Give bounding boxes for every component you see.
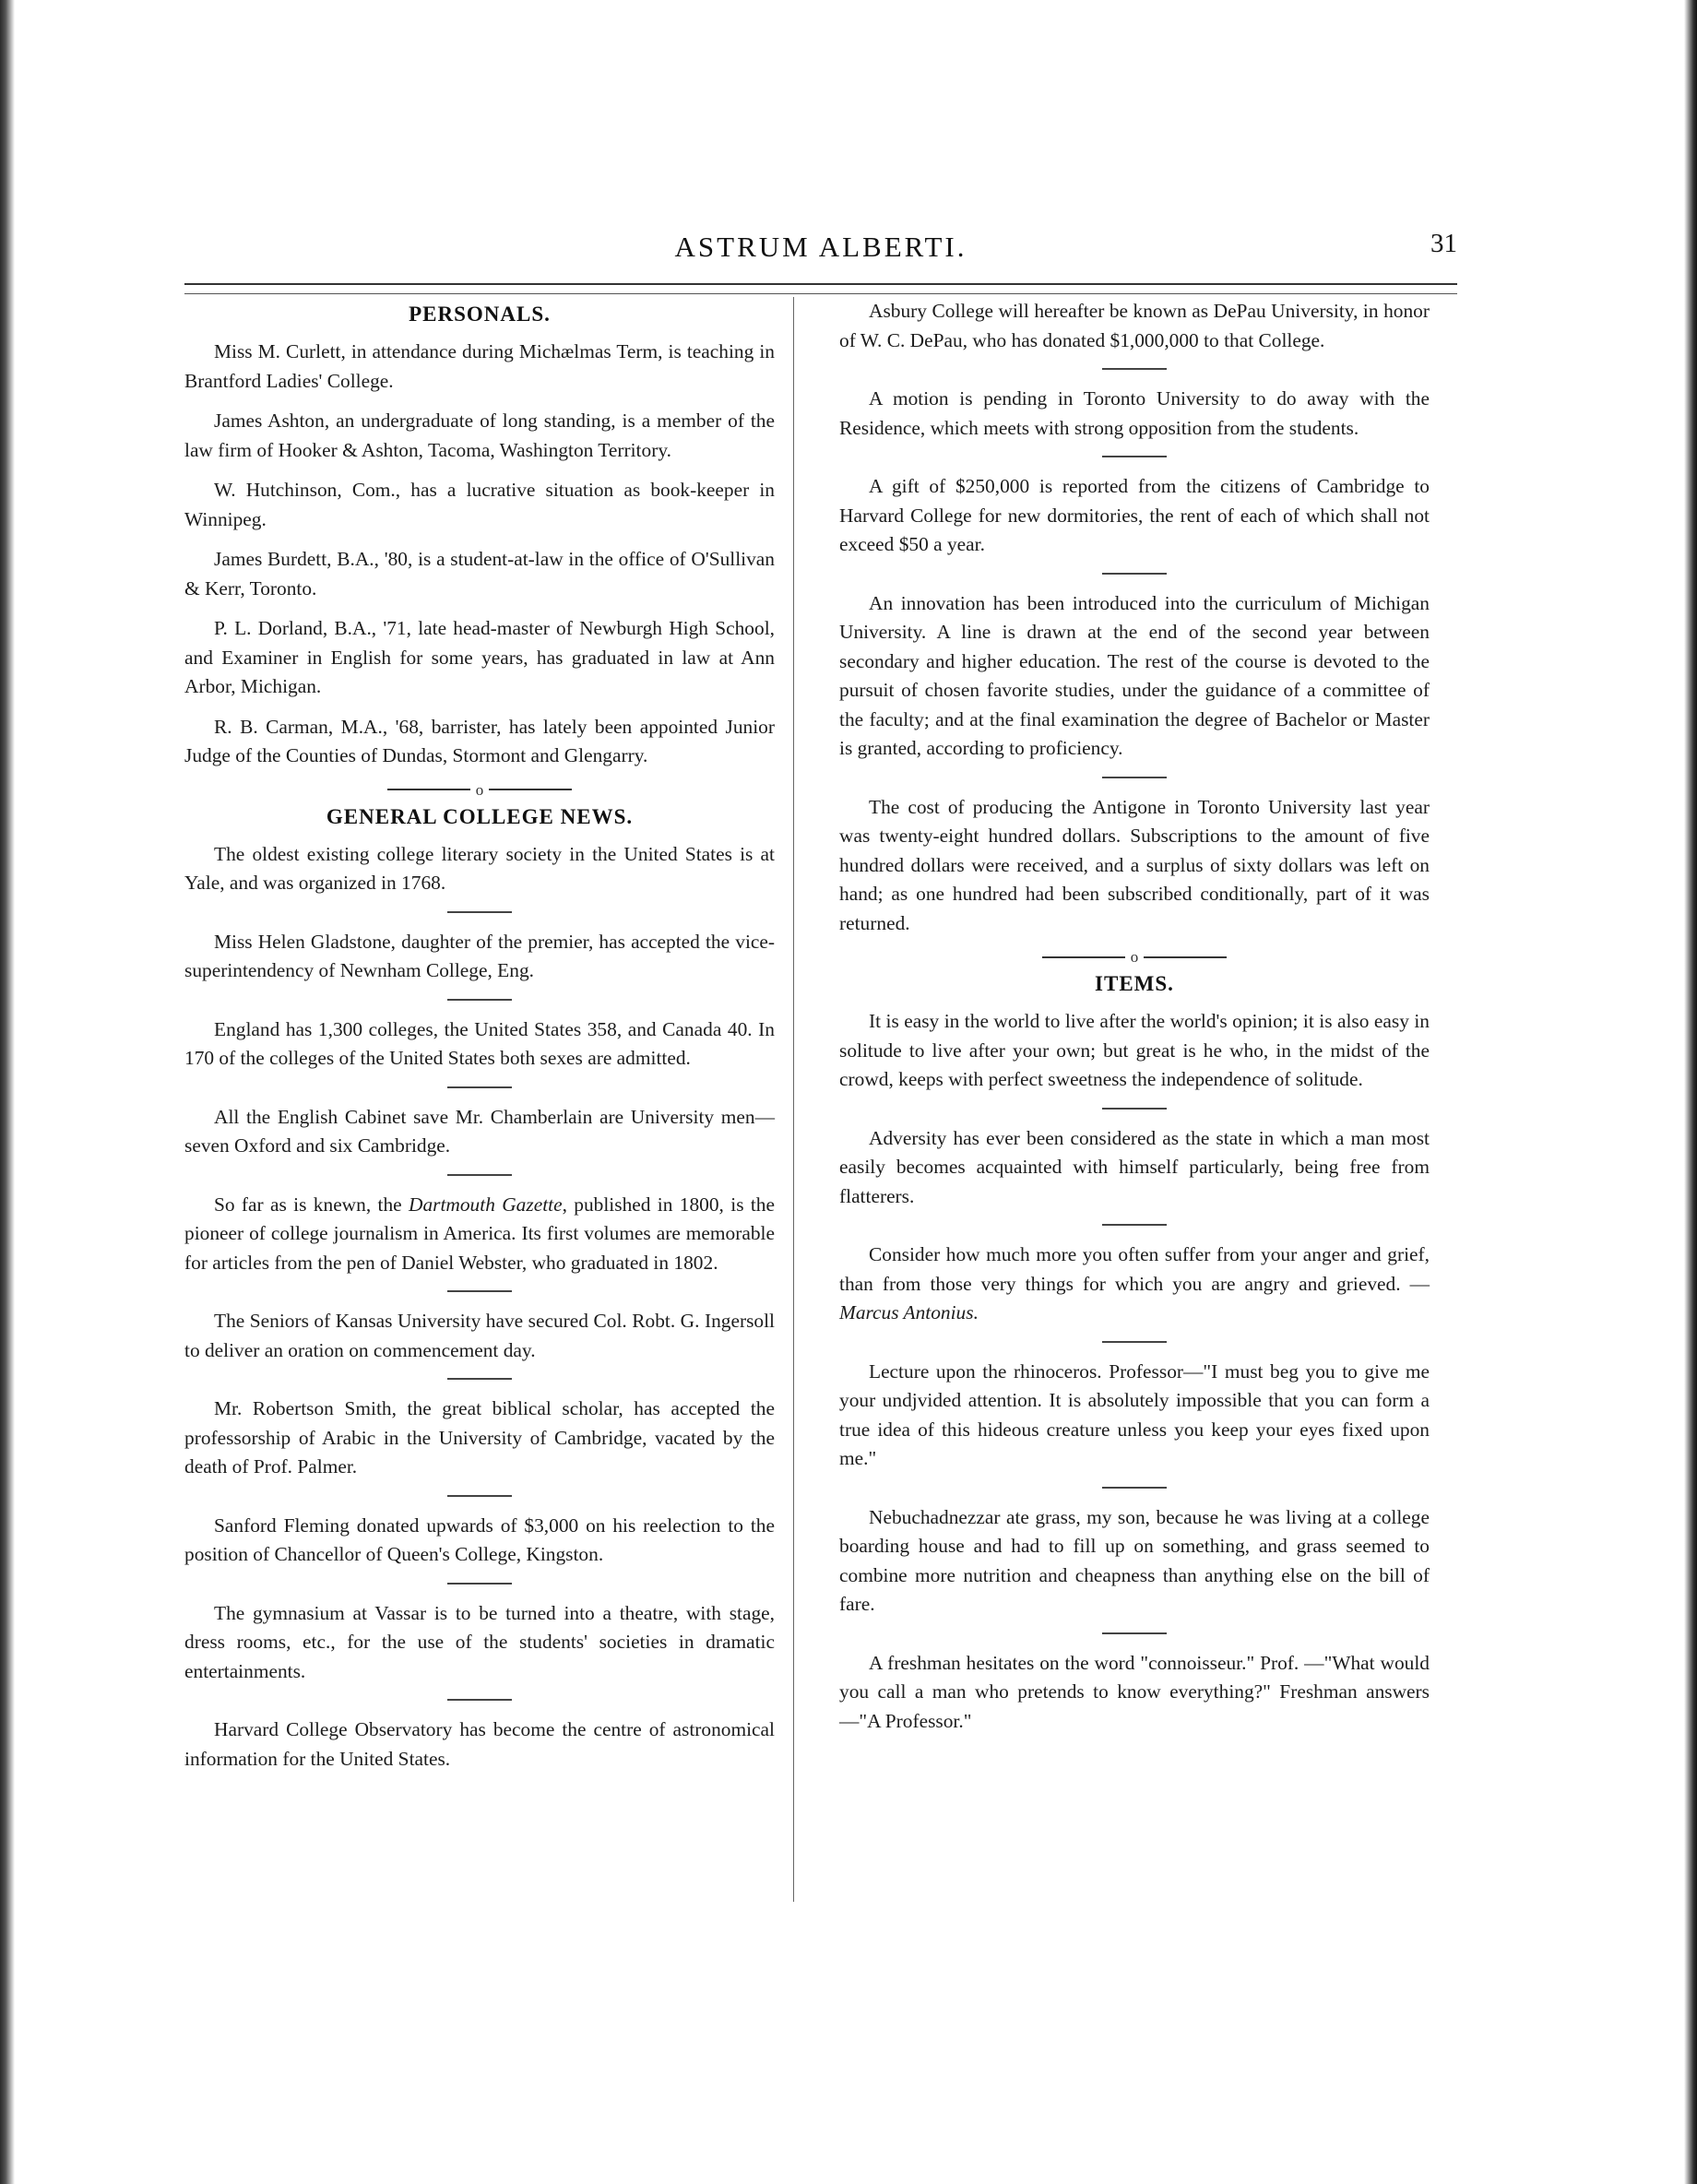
- item-separator: [1102, 1224, 1167, 1226]
- item-separator: [447, 1086, 512, 1088]
- items-entry-quote: Consider how much more you often suffer from your anger and grief, than from those very things for which you are angry and grieved. —Marcus Antonius.: [839, 1243, 1430, 1323]
- items-entry: It is easy in the world to live after the world's opinion; it is also easy in solitude to live after your own; but great is he who, in the midst of the crowd, keeps with perfect sweetness the independence of solitude.: [839, 1010, 1430, 1090]
- news-item: The gymnasium at Vassar is to be turned into a theatre, with stage, dress rooms, etc., for the use of the students' societies in dramatic entertainments.: [184, 1601, 775, 1682]
- personal-item: P. L. Dorland, B.A., '71, late head-master of Newburgh High School, and Examiner in English for some years, has graduated in law at Ann Arbor, Michigan.: [184, 617, 775, 697]
- news-item: A motion is pending in Toronto University to do away with the Residence, which meets with strong opposition from the students.: [839, 387, 1430, 439]
- item-separator: [1102, 1108, 1167, 1110]
- section-ornament: o: [184, 782, 775, 798]
- item-separator: [447, 999, 512, 1001]
- item-separator: [447, 1583, 512, 1585]
- item-separator: [447, 1495, 512, 1497]
- item-separator: [1102, 456, 1167, 457]
- personal-item: R. B. Carman, M.A., '68, barrister, has lately been appointed Junior Judge of the Counties of Dundas, Stormont and Glengarry.: [184, 715, 775, 766]
- news-item: Miss Helen Gladstone, daughter of the premier, has accepted the vice-superintendency of Newnham College, Eng.: [184, 930, 775, 981]
- item-separator: [447, 1699, 512, 1701]
- news-item: All the English Cabinet save Mr. Chamberlain are University men—seven Oxford and six Cambridge.: [184, 1105, 775, 1157]
- general-college-news-heading: GENERAL COLLEGE NEWS.: [326, 804, 634, 828]
- news-item: Sanford Fleming donated upwards of $3,000 on his reelection to the position of Chancellor of Queen's College, Kingston.: [184, 1513, 775, 1565]
- news-item: Mr. Robertson Smith, the great biblical scholar, has accepted the professorship of Arabic in the University of Cambridge, vacated by the death of Prof. Palmer.: [184, 1397, 775, 1478]
- item-separator: [447, 1378, 512, 1380]
- news-item: The oldest existing college literary society in the United States is at Yale, and was organized in 1768.: [184, 842, 775, 894]
- news-item: The cost of producing the Antigone in Toronto University last year was twenty-eight hundred dollars. Subscriptions to the amount of five hundred dollars were received, and a surplus of sixty dollars was left on hand; as one hundred had been subscribed conditionally, part of it was returned.: [839, 795, 1430, 934]
- item-separator: [447, 1174, 512, 1176]
- item-separator: [447, 911, 512, 913]
- page-header: [184, 231, 1457, 273]
- personal-item: James Ashton, an undergraduate of long standing, is a member of the law firm of Hooker & Ashton, Tacoma, Washington Territory.: [184, 410, 775, 461]
- personals-heading: PERSONALS.: [409, 303, 551, 326]
- news-item: The Seniors of Kansas University have secured Col. Robt. G. Ingersoll to deliver an oration on commencement day.: [184, 1310, 775, 1361]
- left-column: [184, 297, 775, 1785]
- publication-title: Dartmouth Gazette: [409, 1193, 563, 1216]
- news-item: An innovation has been introduced into the curriculum of Michigan University. A line is drawn at the end of the second year between secondary and higher education. The rest of the course is devoted to the pursuit of chosen favorite studies, under the guidance of a committee of the faculty; and at the final examination the degree of Bachelor or Master is granted, according to proficiency.: [839, 591, 1430, 759]
- items-entry: A freshman hesitates on the word "connoisseur." Prof. —"What would you call a man who pretends to know everything?" Freshman answers—"A Professor.": [839, 1651, 1430, 1732]
- right-column: [839, 297, 1430, 1747]
- items-entry: Lecture upon the rhinoceros. Professor—"I must beg you to give me your undjvided attention. It is absolutely impossible that you can form a true idea of this hideous creature unless you keep your eyes fixed upon me.": [839, 1359, 1430, 1469]
- item-separator: [1102, 1632, 1167, 1634]
- item-separator: [1102, 1487, 1167, 1489]
- page-binding-shadow: [0, 0, 15, 2184]
- running-title: ASTRUM ALBERTI.: [674, 231, 967, 263]
- news-item-dartmouth: So far as is knewn, the Dartmouth Gazette, published in 1800, is the pioneer of college journalism in America. Its first volumes are memorable for articles from the pen of Daniel Webster, who graduated in 1802.: [184, 1193, 775, 1274]
- page-edge-shadow: [1684, 0, 1697, 2184]
- personal-item: W. Hutchinson, Com., has a lucrative situation as book-keeper in Winnipeg.: [184, 479, 775, 530]
- personal-item: Miss M. Curlett, in attendance during Michælmas Term, is teaching in Brantford Ladies' College.: [184, 340, 775, 392]
- item-separator: [1102, 777, 1167, 778]
- item-separator: [447, 1290, 512, 1292]
- personal-item: James Burdett, B.A., '80, is a student-at-law in the office of O'Sullivan & Kerr, Toronto.: [184, 548, 775, 599]
- section-ornament: o: [839, 949, 1430, 965]
- item-separator: [1102, 573, 1167, 575]
- item-separator: [1102, 1341, 1167, 1343]
- page-number: 31: [1430, 229, 1457, 258]
- item-separator: [1102, 368, 1167, 370]
- news-item: Harvard College Observatory has become the centre of astronomical information for the United States.: [184, 1718, 775, 1770]
- news-item: Asbury College will hereafter be known as DePau University, in honor of W. C. DePau, who has donated $1,000,000 to that College.: [839, 300, 1430, 351]
- quote-attribution: Marcus Antonius.: [839, 1301, 979, 1323]
- header-rule: [184, 283, 1457, 294]
- items-entry: Nebuchadnezzar ate grass, my son, because he was living at a college boarding house and had to fill up on something, and grass seemed to combine more nutrition and cheapness than anything else on the bill of fare.: [839, 1505, 1430, 1615]
- column-divider: [793, 297, 794, 1902]
- news-item: England has 1,300 colleges, the United States 358, and Canada 40. In 170 of the colleges of the United States both sexes are admitted.: [184, 1017, 775, 1069]
- items-heading: ITEMS.: [1095, 972, 1174, 995]
- news-item: A gift of $250,000 is reported from the citizens of Cambridge to Harvard College for new dormitories, the rent of each of which shall not exceed $50 a year.: [839, 475, 1430, 555]
- items-entry: Adversity has ever been considered as the state in which a man most easily becomes acquainted with himself particularly, being free from flatterers.: [839, 1126, 1430, 1207]
